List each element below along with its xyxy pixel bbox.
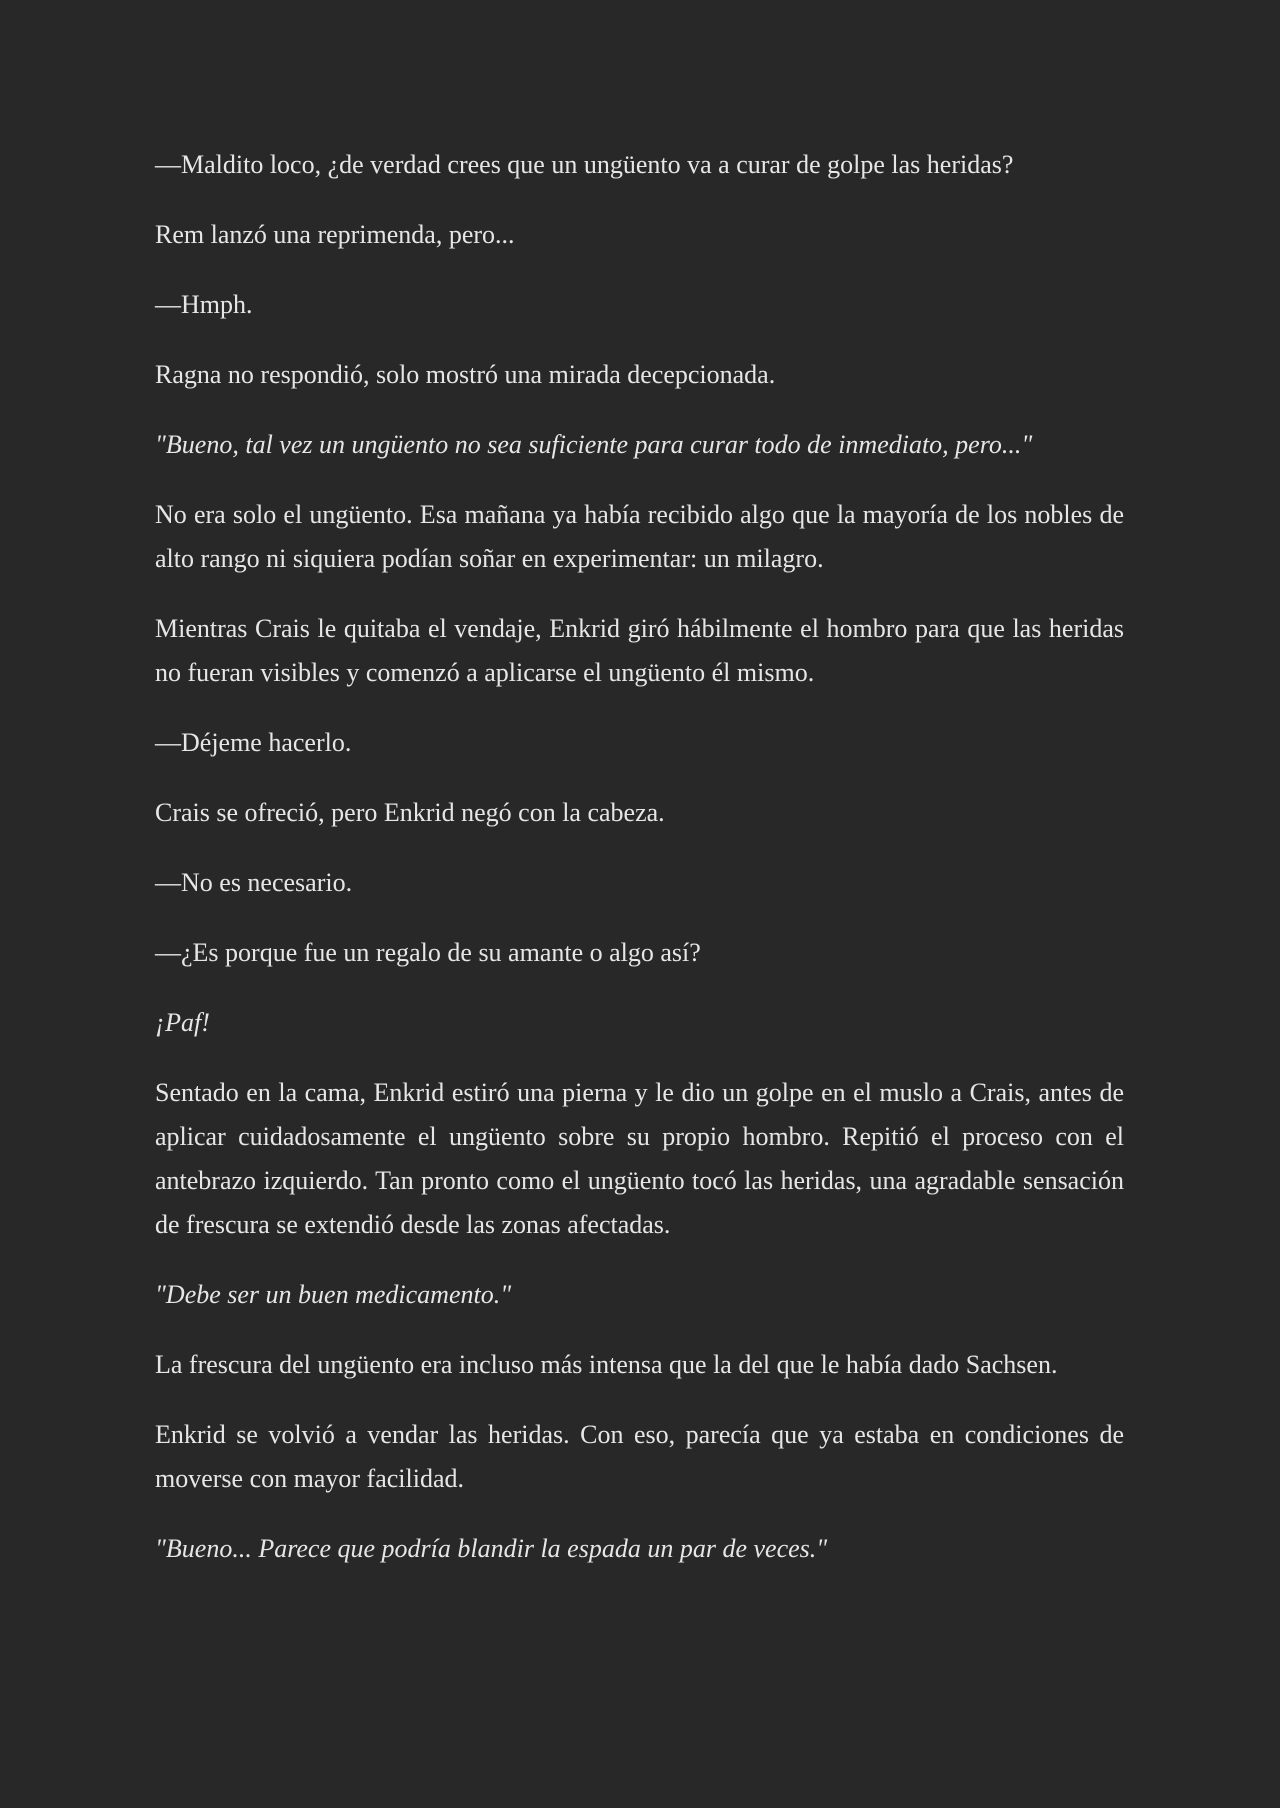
paragraph: —No es necesario. [155, 868, 353, 897]
paragraph: Sentado en la cama, Enkrid estiró una pierna y le dio un golpe en el muslo a Crais, antes de aplicar cuidadosamente el ungüento sobre su propio hombro. Repitió el proceso con el antebrazo izquierdo. Tan pronto como el ungüento tocó las heridas, una agradable sensación de frescura se extendió desde las zonas afectadas. [155, 1078, 1124, 1239]
paragraph: —Déjeme hacerlo. [155, 728, 352, 757]
paragraph: No era solo el ungüento. Esa mañana ya había recibido algo que la mayoría de los nobles de alto rango ni siquiera podían soñar en experimentar: un milagro. [155, 500, 1124, 573]
thought-paragraph: ¡Paf! [155, 1008, 210, 1037]
paragraph: Ragna no respondió, solo mostró una mirada decepcionada. [155, 360, 776, 389]
paragraph: Crais se ofreció, pero Enkrid negó con la cabeza. [155, 798, 665, 827]
paragraph: Mientras Crais le quitaba el vendaje, Enkrid giró hábilmente el hombro para que las heridas no fueran visibles y comenzó a aplicarse el ungüento él mismo. [155, 614, 1124, 687]
paragraph: —Maldito loco, ¿de verdad crees que un ungüento va a curar de golpe las heridas? [155, 150, 1014, 179]
paragraph: Rem lanzó una reprimenda, pero... [155, 220, 515, 249]
paragraph: —Hmph. [155, 290, 253, 319]
thought-paragraph: "Bueno... Parece que podría blandir la espada un par de veces." [155, 1534, 828, 1563]
thought-paragraph: "Debe ser un buen medicamento." [155, 1280, 512, 1309]
chapter-text [155, 143, 1124, 1597]
paragraph: —¿Es porque fue un regalo de su amante o algo así? [155, 938, 701, 967]
paragraph: Enkrid se volvió a vendar las heridas. Con eso, parecía que ya estaba en condiciones de moverse con mayor facilidad. [155, 1420, 1124, 1493]
thought-paragraph: "Bueno, tal vez un ungüento no sea suficiente para curar todo de inmediato, pero..." [155, 430, 1033, 459]
paragraph: La frescura del ungüento era incluso más intensa que la del que le había dado Sachsen. [155, 1350, 1058, 1379]
